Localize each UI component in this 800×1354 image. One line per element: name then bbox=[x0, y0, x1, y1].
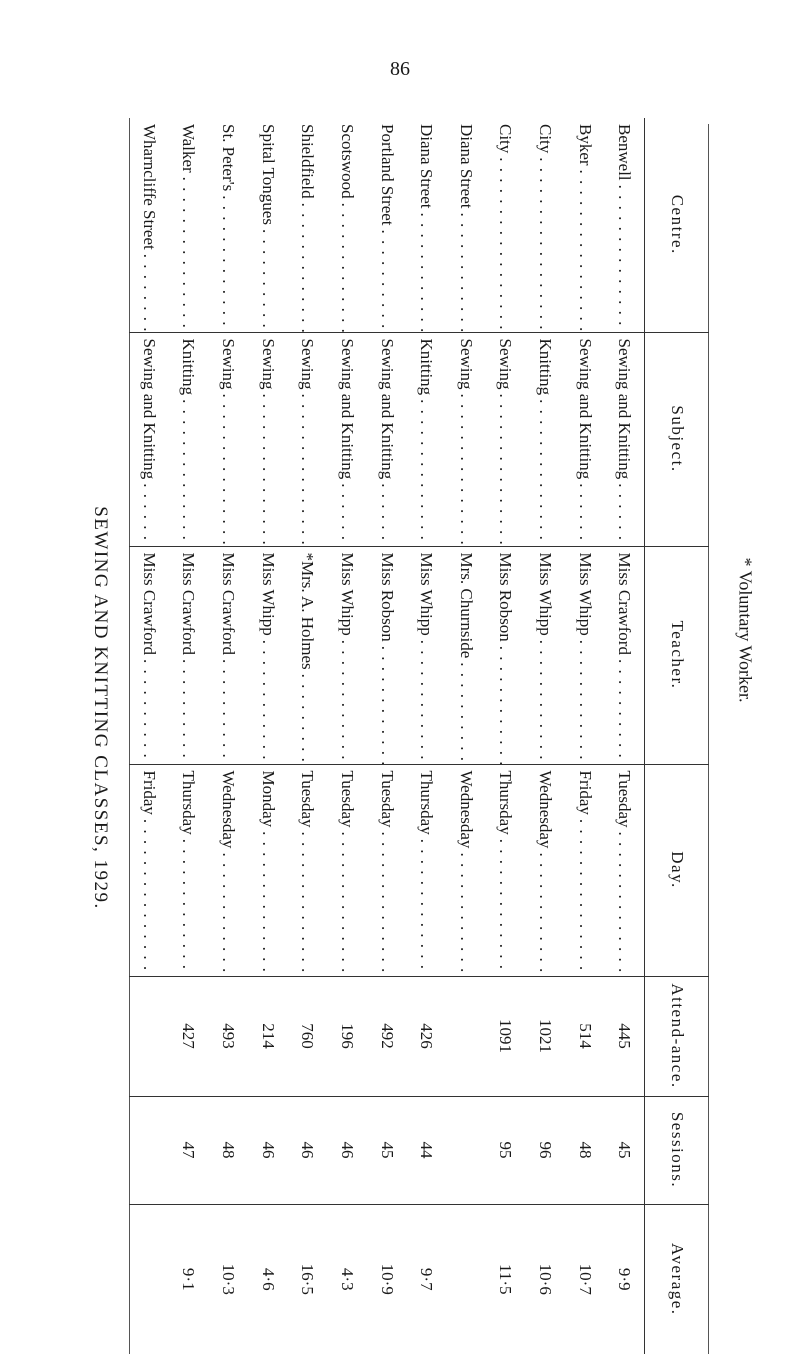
cell-average: 10·7 bbox=[565, 1204, 605, 1354]
cell-subject: Sewing . . . bbox=[486, 332, 526, 546]
cell-subject: Sewing . . . bbox=[248, 332, 288, 546]
cell-centre: Diana Street . . . bbox=[406, 118, 446, 332]
page-title: SEWING AND KNITTING CLASSES, 1929. bbox=[90, 506, 111, 910]
cell-day: Wednesday . . . bbox=[208, 764, 248, 976]
cell-centre: Walker . . . bbox=[169, 118, 209, 332]
cell-subject: Knitting . . . bbox=[406, 332, 446, 546]
cell-attendance: 760 bbox=[288, 976, 328, 1096]
cell-subject: Knitting . . . bbox=[169, 332, 209, 546]
cell-teacher: Mrs. Churnside . . . bbox=[446, 546, 486, 764]
cell-sessions: 46 bbox=[248, 1096, 288, 1204]
cell-day: Tuesday . . . bbox=[327, 764, 367, 976]
cell-attendance: 214 bbox=[248, 976, 288, 1096]
cell-centre: St. Peter's . . . bbox=[208, 118, 248, 332]
header-teacher: Teacher. bbox=[645, 546, 710, 764]
cell-attendance: 514 bbox=[565, 976, 605, 1096]
cell-teacher: Miss Robson . . . bbox=[486, 546, 526, 764]
cell-average: 10·9 bbox=[367, 1204, 407, 1354]
cell-average: 9·7 bbox=[406, 1204, 446, 1354]
cell-teacher: Miss Crawford . . . bbox=[129, 546, 169, 764]
cell-sessions: 47 bbox=[169, 1096, 209, 1204]
page-number: 86 bbox=[390, 58, 410, 80]
table-row bbox=[248, 118, 288, 1354]
cell-attendance: 445 bbox=[604, 976, 644, 1096]
cell-attendance: 1021 bbox=[525, 976, 565, 1096]
cell-average: 4·6 bbox=[248, 1204, 288, 1354]
table-row bbox=[565, 118, 605, 1354]
cell-day: Friday . . . bbox=[129, 764, 169, 976]
cell-day: Tuesday . . . bbox=[367, 764, 407, 976]
table-row bbox=[446, 118, 486, 1354]
cell-teacher: Miss Crawford . . . bbox=[169, 546, 209, 764]
cell-day: Wednesday . . . bbox=[525, 764, 565, 976]
header-average: Average. bbox=[645, 1204, 710, 1354]
cell-teacher: Miss Whipp . . . bbox=[327, 546, 367, 764]
cell-day: Thursday . . . bbox=[169, 764, 209, 976]
cell-attendance: 493 bbox=[208, 976, 248, 1096]
table-row bbox=[604, 118, 644, 1354]
cell-average: 10·6 bbox=[525, 1204, 565, 1354]
footnote: * Voluntary Worker. bbox=[735, 557, 756, 703]
cell-centre: Benwell . . . bbox=[604, 118, 644, 332]
cell-sessions: 95 bbox=[486, 1096, 526, 1204]
cell-average bbox=[129, 1204, 169, 1354]
cell-average: 4·3 bbox=[327, 1204, 367, 1354]
table-row bbox=[525, 118, 565, 1354]
cell-subject: Sewing and Knitting . . . bbox=[367, 332, 407, 546]
cell-sessions: 48 bbox=[565, 1096, 605, 1204]
table-row bbox=[169, 118, 209, 1354]
cell-teacher: Miss Whipp . . . bbox=[525, 546, 565, 764]
cell-teacher: Miss Whipp . . . bbox=[406, 546, 446, 764]
table-row bbox=[129, 118, 169, 1354]
cell-attendance bbox=[129, 976, 169, 1096]
cell-sessions: 46 bbox=[288, 1096, 328, 1204]
cell-sessions: 48 bbox=[208, 1096, 248, 1204]
cell-attendance bbox=[446, 976, 486, 1096]
cell-centre: City . . . bbox=[525, 118, 565, 332]
header-row bbox=[645, 118, 710, 1354]
cell-teacher: Miss Robson . . . bbox=[367, 546, 407, 764]
cell-sessions: 96 bbox=[525, 1096, 565, 1204]
header-centre: Centre. bbox=[645, 118, 710, 332]
cell-attendance: 426 bbox=[406, 976, 446, 1096]
cell-average: 9·9 bbox=[604, 1204, 644, 1354]
table-row bbox=[208, 118, 248, 1354]
cell-day: Monday . . . bbox=[248, 764, 288, 976]
cell-attendance: 196 bbox=[327, 976, 367, 1096]
cell-centre: City . . . bbox=[486, 118, 526, 332]
cell-subject: Sewing and Knitting . . . bbox=[327, 332, 367, 546]
cell-subject: Sewing and Knitting . . . bbox=[604, 332, 644, 546]
classes-table-rotated bbox=[129, 118, 709, 1354]
cell-average: 10·3 bbox=[208, 1204, 248, 1354]
cell-centre: Portland Street . . . bbox=[367, 118, 407, 332]
table-row bbox=[486, 118, 526, 1354]
cell-attendance: 492 bbox=[367, 976, 407, 1096]
cell-attendance: 1091 bbox=[486, 976, 526, 1096]
cell-sessions: 46 bbox=[327, 1096, 367, 1204]
header-sessions: Sessions. bbox=[645, 1096, 710, 1204]
cell-average bbox=[446, 1204, 486, 1354]
cell-centre: Wharncliffe Street . . . bbox=[129, 118, 169, 332]
cell-teacher: *Mrs. A. Holmes . . . bbox=[288, 546, 328, 764]
cell-subject: Sewing and Knitting . . . bbox=[129, 332, 169, 546]
header-day: Day. bbox=[645, 764, 710, 976]
table-row bbox=[367, 118, 407, 1354]
table-row bbox=[406, 118, 446, 1354]
table-row bbox=[327, 118, 367, 1354]
cell-sessions: 44 bbox=[406, 1096, 446, 1204]
cell-teacher: Miss Whipp . . . bbox=[565, 546, 605, 764]
cell-centre: Diana Street . . . bbox=[446, 118, 486, 332]
classes-table bbox=[129, 118, 709, 1354]
cell-subject: Sewing . . . bbox=[288, 332, 328, 546]
cell-centre: Byker . . . bbox=[565, 118, 605, 332]
cell-sessions: 45 bbox=[367, 1096, 407, 1204]
cell-day: Friday . . . bbox=[565, 764, 605, 976]
cell-day: Tuesday . . . bbox=[288, 764, 328, 976]
cell-average: 16·5 bbox=[288, 1204, 328, 1354]
cell-centre: Scotswood . . . bbox=[327, 118, 367, 332]
cell-day: Tuesday . . . bbox=[604, 764, 644, 976]
cell-teacher: Miss Whipp . . . bbox=[248, 546, 288, 764]
cell-subject: Knitting . . . bbox=[525, 332, 565, 546]
cell-sessions: 45 bbox=[604, 1096, 644, 1204]
header-subject: Subject. bbox=[645, 332, 710, 546]
table-row bbox=[288, 118, 328, 1354]
cell-attendance: 427 bbox=[169, 976, 209, 1096]
cell-subject: Sewing and Knitting . . . bbox=[565, 332, 605, 546]
cell-subject: Sewing . . . bbox=[208, 332, 248, 546]
header-attendance: Attend-ance. bbox=[645, 976, 710, 1096]
cell-teacher: Miss Crawford . . . bbox=[208, 546, 248, 764]
cell-day: Wednesday . . . bbox=[446, 764, 486, 976]
cell-sessions bbox=[446, 1096, 486, 1204]
cell-centre: Shieldfield . . . bbox=[288, 118, 328, 332]
cell-average: 11·5 bbox=[486, 1204, 526, 1354]
cell-subject: Sewing . . . bbox=[446, 332, 486, 546]
cell-centre: Spital Tongues . . . bbox=[248, 118, 288, 332]
cell-average: 9·1 bbox=[169, 1204, 209, 1354]
cell-teacher: Miss Crawford . . . bbox=[604, 546, 644, 764]
cell-day: Thursday . . . bbox=[406, 764, 446, 976]
cell-sessions bbox=[129, 1096, 169, 1204]
cell-day: Thursday . . . bbox=[486, 764, 526, 976]
